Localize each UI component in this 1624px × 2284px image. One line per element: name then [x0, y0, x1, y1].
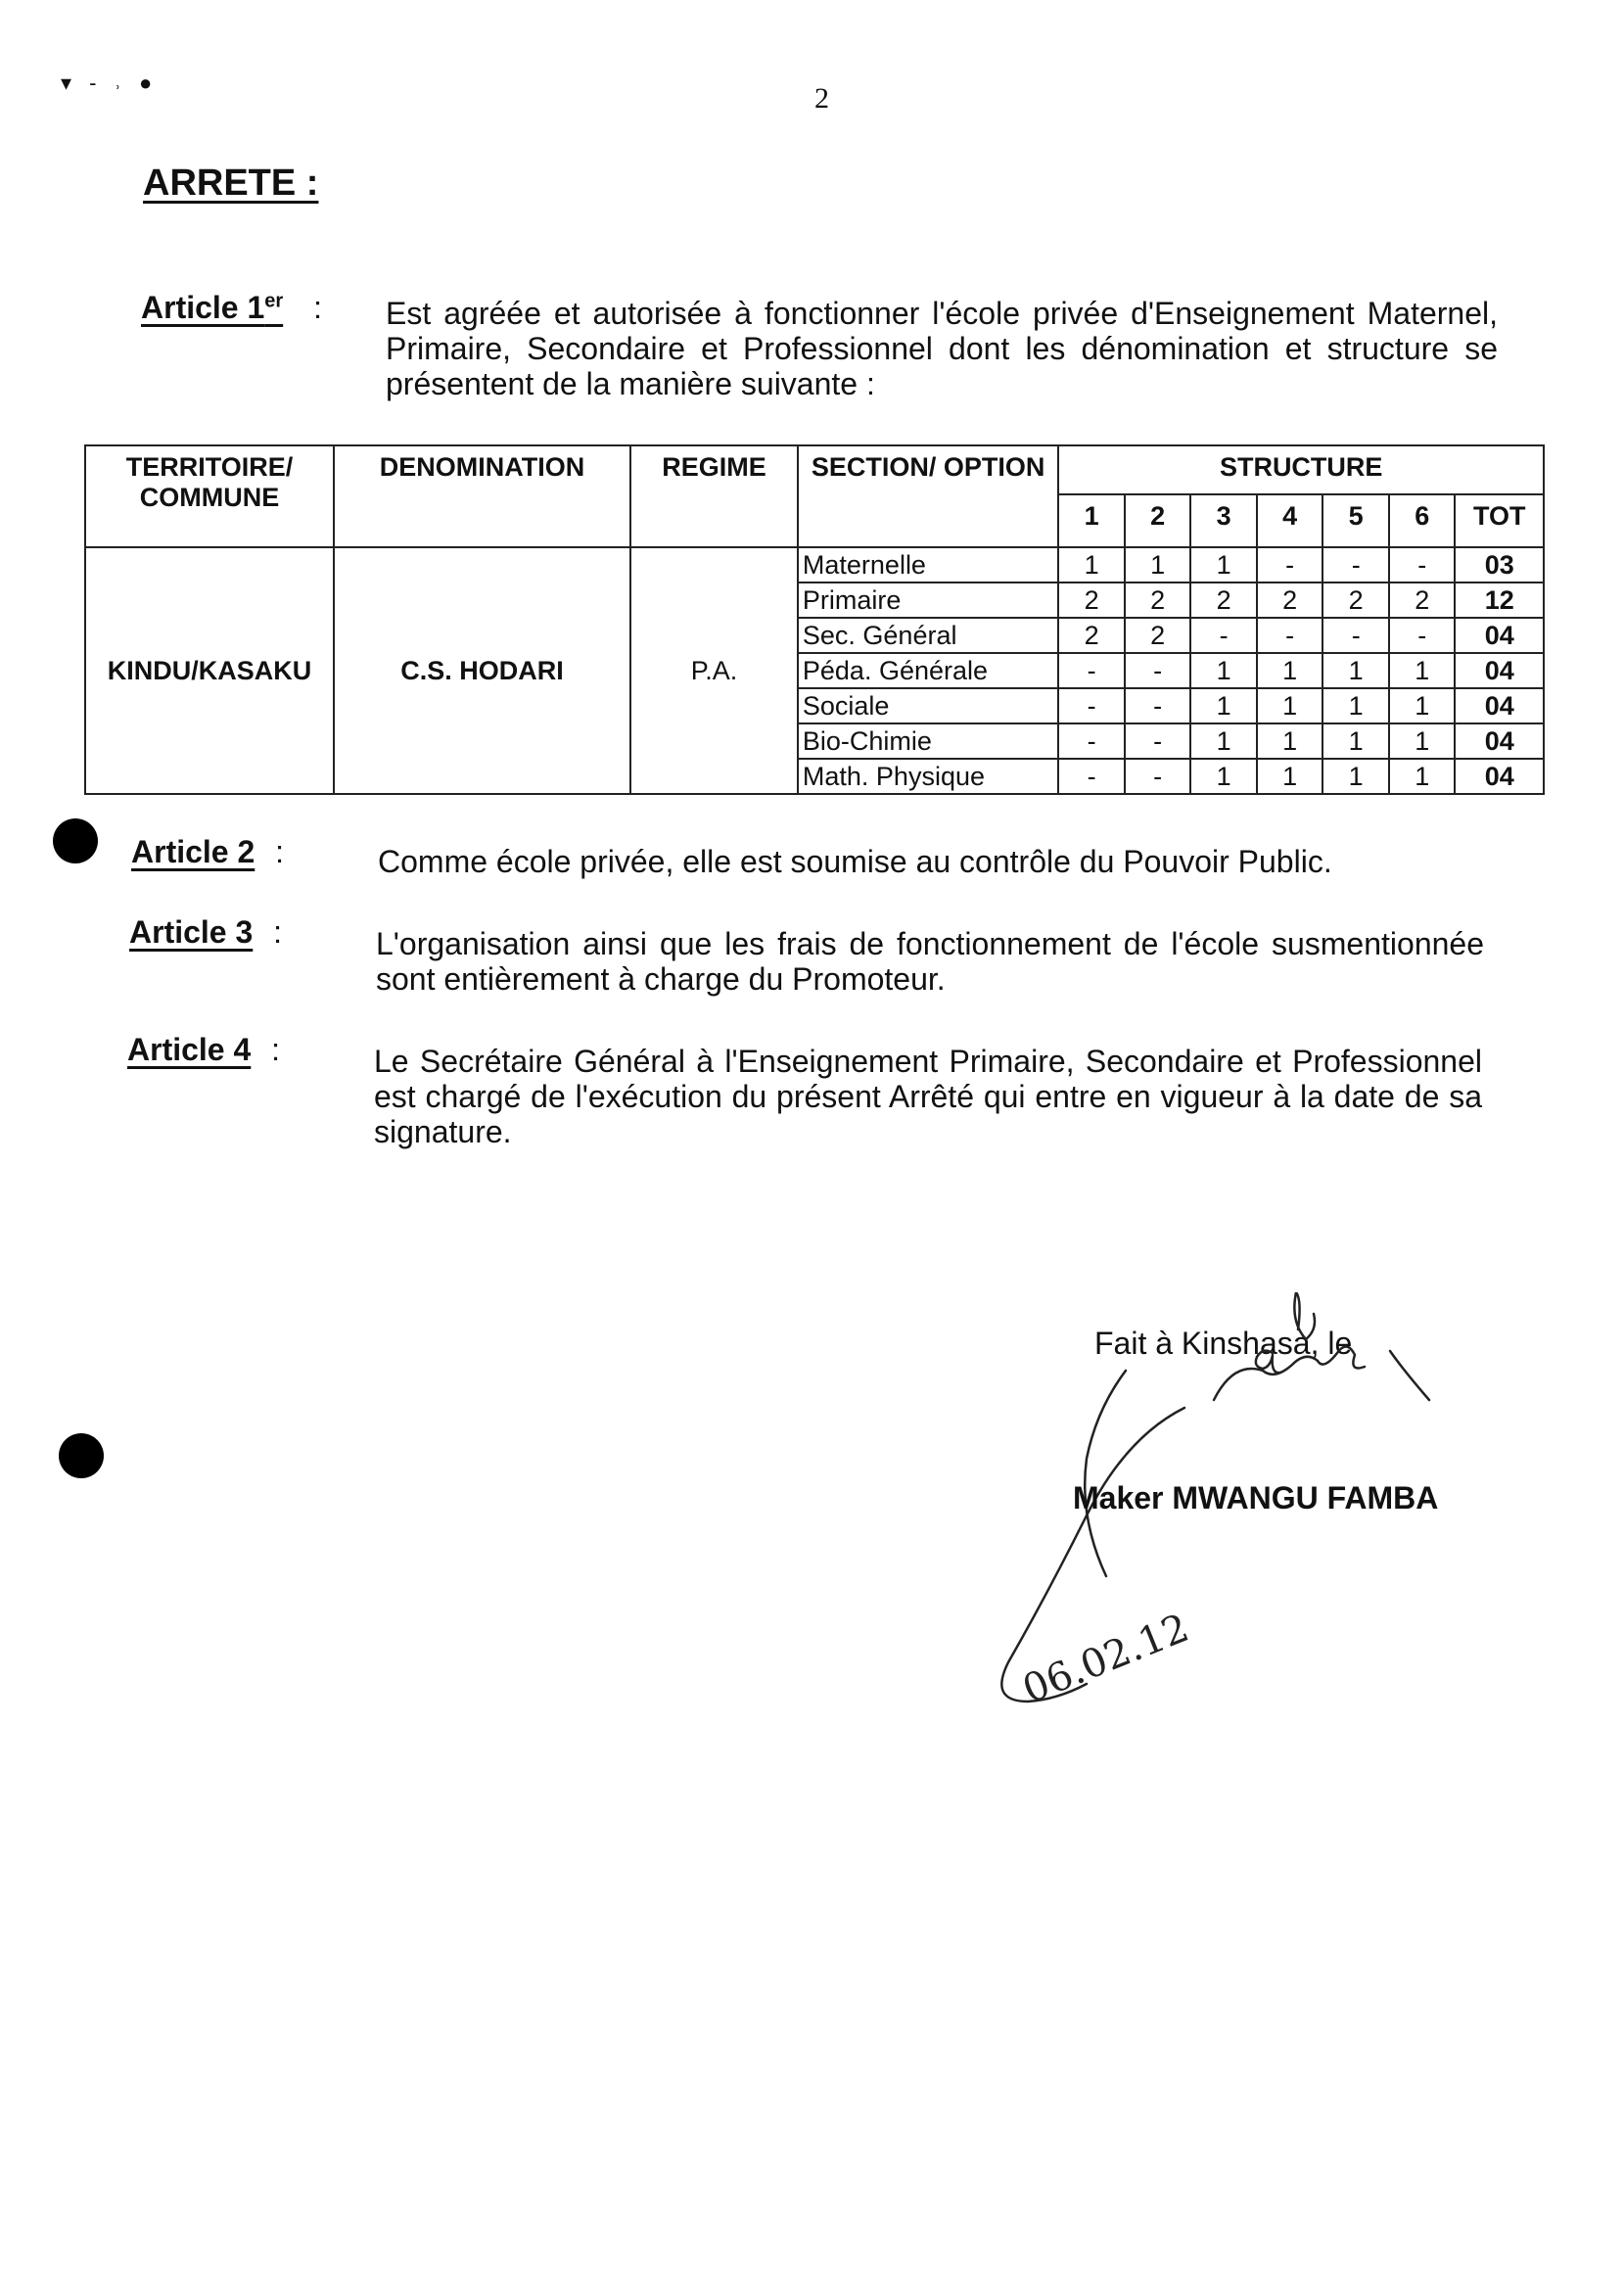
cell-level: - — [1125, 723, 1191, 759]
cell-level: 2 — [1058, 583, 1125, 618]
cell-level: 1 — [1257, 723, 1323, 759]
article-1-sup: er — [264, 290, 284, 312]
header-level-2: 2 — [1125, 494, 1191, 547]
header-denomination: DENOMINATION — [334, 445, 630, 547]
article-3-label — [129, 914, 282, 951]
header-regime: REGIME — [630, 445, 798, 547]
header-structure: STRUCTURE — [1058, 445, 1544, 494]
cell-level: - — [1125, 688, 1191, 723]
handwritten-date: 06.02.12 — [1016, 1605, 1195, 1713]
header-tot: TOT — [1455, 494, 1544, 547]
header-level-3: 3 — [1190, 494, 1257, 547]
header-level-1: 1 — [1058, 494, 1125, 547]
header-level-6: 6 — [1389, 494, 1456, 547]
cell-level: 1 — [1190, 723, 1257, 759]
article-2-text: Comme école privée, elle est soumise au contrôle du Pouvoir Public. — [378, 844, 1332, 879]
article-2-colon: : — [275, 834, 285, 869]
cell-level: 1 — [1257, 759, 1323, 794]
cell-level: 2 — [1125, 583, 1191, 618]
cell-section: Sociale — [798, 688, 1058, 723]
cell-level: 1 — [1389, 723, 1456, 759]
article-1-label — [141, 290, 322, 326]
cell-tot: 04 — [1455, 723, 1544, 759]
arrete-heading: ARRETE : — [143, 163, 319, 204]
punch-hole-mark — [53, 818, 98, 863]
cell-tot: 12 — [1455, 583, 1544, 618]
article-4-label — [127, 1032, 280, 1068]
cell-level: - — [1058, 759, 1125, 794]
cell-level: 1 — [1190, 653, 1257, 688]
cell-section: Bio-Chimie — [798, 723, 1058, 759]
cell-level: 1 — [1190, 759, 1257, 794]
article-3-label-text: Article 3 — [129, 914, 254, 950]
cell-level: 1 — [1322, 653, 1389, 688]
article-1-label-text: Article 1 — [141, 290, 265, 325]
table-row — [85, 547, 1544, 583]
cell-section: Math. Physique — [798, 759, 1058, 794]
cell-tot: 04 — [1455, 688, 1544, 723]
cell-level: 2 — [1125, 618, 1191, 653]
cell-level: 2 — [1190, 583, 1257, 618]
cell-territoire: KINDU/KASAKU — [85, 547, 334, 794]
cell-level: 1 — [1125, 547, 1191, 583]
article-2-label — [131, 834, 284, 870]
structure-table — [84, 444, 1545, 795]
cell-level: - — [1190, 618, 1257, 653]
cell-section: Primaire — [798, 583, 1058, 618]
article-4-colon: : — [271, 1032, 281, 1067]
article-3-text: L'organisation ainsi que les frais de fonctionnement de l'école susmentionnée sont entièrement à charge du Promoteur. — [376, 926, 1484, 997]
cell-tot: 04 — [1455, 618, 1544, 653]
punch-hole-mark — [59, 1433, 104, 1478]
cell-level: 1 — [1257, 688, 1323, 723]
cell-level: 1 — [1389, 759, 1456, 794]
cell-level: 2 — [1322, 583, 1389, 618]
cell-level: - — [1322, 618, 1389, 653]
cell-section: Maternelle — [798, 547, 1058, 583]
cell-level: 1 — [1058, 547, 1125, 583]
cell-level: - — [1125, 759, 1191, 794]
article-1-colon: : — [313, 290, 322, 325]
cell-level: - — [1058, 688, 1125, 723]
page-specks: ▾ ‐ ˒ ● — [61, 70, 159, 95]
cell-tot: 03 — [1455, 547, 1544, 583]
cell-level: 1 — [1322, 688, 1389, 723]
place-date: Fait à Kinshasa, le — [1094, 1326, 1353, 1361]
header-section: SECTION/ OPTION — [798, 445, 1058, 547]
cell-level: - — [1257, 618, 1323, 653]
cell-regime: P.A. — [630, 547, 798, 794]
cell-level: 1 — [1190, 547, 1257, 583]
header-level-5: 5 — [1322, 494, 1389, 547]
cell-section: Péda. Générale — [798, 653, 1058, 688]
cell-level: 2 — [1257, 583, 1323, 618]
article-1-text: Est agréée et autorisée à fonctionner l'école privée d'Enseignement Maternel, Primaire, Secondaire et Professionnel dont les dénomination et structure se présentent de la manière suivante : — [386, 296, 1498, 401]
cell-level: 1 — [1257, 653, 1323, 688]
cell-tot: 04 — [1455, 759, 1544, 794]
cell-level: 2 — [1058, 618, 1125, 653]
cell-level: - — [1058, 723, 1125, 759]
signer-name: Maker MWANGU FAMBA — [1073, 1480, 1439, 1515]
header-level-4: 4 — [1257, 494, 1323, 547]
article-4-text: Le Secrétaire Général à l'Enseignement Primaire, Secondaire et Professionnel est chargé de l'exécution du présent Arrêté qui entre en vigueur à la date de sa signature. — [374, 1044, 1482, 1149]
cell-level: - — [1125, 653, 1191, 688]
article-4-label-text: Article 4 — [127, 1032, 252, 1067]
cell-level: 1 — [1389, 688, 1456, 723]
cell-level: 1 — [1190, 688, 1257, 723]
header-territoire: TERRITOIRE/ COMMUNE — [85, 445, 334, 547]
cell-tot: 04 — [1455, 653, 1544, 688]
cell-level: - — [1257, 547, 1323, 583]
cell-level: 1 — [1322, 723, 1389, 759]
cell-section: Sec. Général — [798, 618, 1058, 653]
page-number: 2 — [814, 82, 829, 115]
cell-denomination: C.S. HODARI — [334, 547, 630, 794]
cell-level: 2 — [1389, 583, 1456, 618]
cell-level: 1 — [1389, 653, 1456, 688]
article-3-colon: : — [273, 914, 283, 950]
cell-level: - — [1322, 547, 1389, 583]
cell-level: - — [1058, 653, 1125, 688]
article-2-label-text: Article 2 — [131, 834, 255, 869]
cell-level: - — [1389, 547, 1456, 583]
cell-level: - — [1389, 618, 1456, 653]
cell-level: 1 — [1322, 759, 1389, 794]
